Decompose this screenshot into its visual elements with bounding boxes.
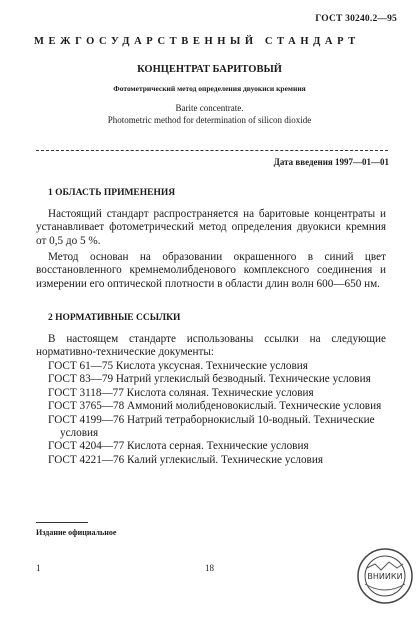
stamp-label: ВНИИКИ [367,572,403,581]
section-2-heading: 2 НОРМАТИВНЫЕ ССЫЛКИ [48,313,181,323]
english-title-line1: Barite concentrate. [175,103,244,113]
reference-list [36,360,388,467]
section-2-intro: В настоящем стандарте использованы ссылки на следующие нормативно-технические документы: [36,333,386,359]
reference-item: ГОСТ 4221—76 Калий углекислый. Технические условия [48,453,323,466]
document-subtitle: Фотометрический метод определения двуокиси кремния [113,84,306,93]
official-edition-label: Издание официальное [36,528,117,537]
certification-stamp-icon [355,546,415,606]
english-title [0,102,419,126]
document-title: КОНЦЕНТРАТ БАРИТОВЫЙ [137,64,282,75]
section-1-paragraph-1: Настоящий стандарт распространяется на баритовые концентраты и устанавливает фотометрический метод определения двуокиси кремния от 0,5 до 5 %. [36,208,386,247]
reference-item: ГОСТ 83—79 Натрий углекислый безводный. Технические условия [48,373,371,386]
standard-code: ГОСТ 30240.2—95 [315,14,397,24]
standard-banner: МЕЖГОСУДАРСТВЕННЫЙ СТАНДАРТ [34,36,360,47]
divider-dashed [36,150,388,151]
footer-rule [36,522,88,523]
reference-item: ГОСТ 3118—77 Кислота соляная. Технические условия [48,386,314,399]
reference-item: ГОСТ 4199—76 Натрий тетраборнокислый 10-водный. Технические условия [48,413,375,440]
reference-item: ГОСТ 4204—77 Кислота серная. Технические условия [48,440,309,453]
section-1-paragraph-2: Метод основан на образовании окрашенного в синий цвет восстановленного кремнемолибденового комплексного соединения и измерении его оптической плотности в области длин волн 600—650 нм. [36,251,386,290]
footer-left-number: 1 [36,563,41,573]
page-number: 18 [205,563,214,573]
effective-date: Дата введения 1997—01—01 [273,157,389,167]
reference-item: ГОСТ 61—75 Кислота уксусная. Технические условия [48,360,308,372]
english-title-line2: Photometric method for determination of silicon dioxide [107,115,312,125]
reference-item: ГОСТ 3765—78 Аммоний молибденовокислый. Технические условия [48,400,382,413]
section-1-heading: 1 ОБЛАСТЬ ПРИМЕНЕНИЯ [48,188,176,198]
